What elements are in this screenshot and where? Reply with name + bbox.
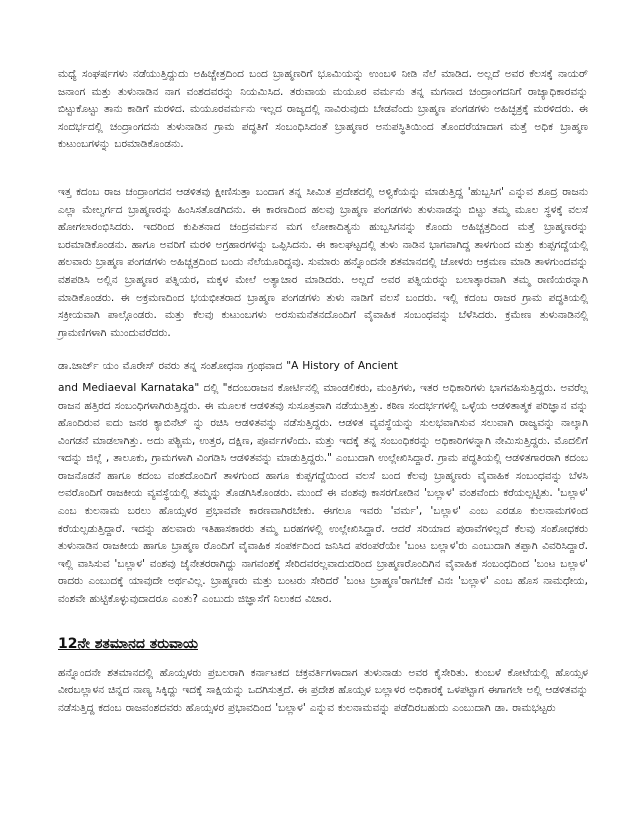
paragraph-2: ಇತ್ತ ಕದಂಬ ರಾಜ ಚಂದ್ರಾಂಗದನ ಆಡಳಿತವು ಕ್ಷೀಣಿಸುತ್ತಾ ಬಂದಾಗ ತನ್ನ ಸೀಮಿತ ಪ್ರದೇಶದಲ್ಲಿ ಅಳ್ವಿಕೆಯನ್ನು ಮಾಡುತ್ತಿದ್ದ 'ಹುಬ್ಬಸಿಗ' ಎನ್ನುವ ಶೂದ್ರ ರಾಜನು ಎಲ್ಲಾ ಮೇಲ್ವರ್ಗದ ಬ್ರಾಹ್ಮಣರನ್ನು ಹಿಂಸಿಸತೊಡಗಿದನು. ಈ ಕಾರಣದಿಂದ ಹಲವು ಬ್ರಾಹ್ಮಣ ಪಂಗಡಗಳು ತುಳುನಾಡನ್ನು ಬಿಟ್ಟು ತಮ್ಮ ಮೂಲ ಸ್ಥಳಕ್ಕೆ ವಲಸೆ ಹೋಗಲಾರಂಭಿಸಿದರು. ಇದರಿಂದ ಕುಪಿತನಾದ ಚಂದ್ರವರ್ಮನ ಮಗ ಲೋಕಾದಿತ್ಯನು ಹುಬ್ಬಸಿಗನನ್ನು ಕೊಂದು ಅಹಿಚ್ಚತ್ರದಿಂದ ಮತ್ತೆ ಬ್ರಾಹ್ಮಣರನ್ನು ಬರಮಾಡಿಕೊಂಡನು. ಹಾಗೂ ಅವರಿಗೆ ಮರಳಿ ಅಗ್ರಹಾರಗಳನ್ನು ಒಪ್ಪಿಸಿದನು. ಈ ಕಾಲಘಟ್ಟದಲ್ಲಿ ತುಳು ನಾಡಿನ ಭಾಗವಾಗಿದ್ದ ತಾಳಗುಂದ ಮತ್ತು ಕುಪ್ಪಗದ್ದೆಯಲ್ಲಿ ಹಲವಾರು ಬ್ರಾಹ್ಮಣ ಪಂಗಡಗಳು ಅಹಿಚ್ಚತ್ರದಿಂದ ಬಂದು ನೆಲೆಯೂರಿದ್ದವು. ಸುಮಾರು ಹನ್ನೊಂದನೇ ಶತಮಾನದಲ್ಲಿ ಚೋಳರು ಆಕ್ರಮಣ ಮಾಡಿ ತಾಳಗುಂದವನ್ನು ವಶಪಡಿಸಿ ಅಲ್ಲಿನ ಬ್ರಾಹ್ಮಣರ ಪತ್ನಿಯರ, ಮಕ್ಕಳ ಮೇಲೆ ಅತ್ಯಾಚಾರ ಮಾಡಿದರು. ಅಲ್ಲದೆ ಅವರ ಪತ್ನಿಯರನ್ನು ಬಲಾತ್ಕಾರವಾಗಿ ತಮ್ಮ ರಾಣಿಯರನ್ನಾಗಿ ಮಾಡಿಕೊಂಡರು. ಈ ಅಕ್ರಮಣದಿಂದ ಭಯಭೀತರಾದ ಬ್ರಾಹ್ಮಣ ಪಂಗಡಗಳು ತುಳು ನಾಡಿಗೆ ವಲಸೆ ಬಂದರು. ಇಲ್ಲಿ ಕದಂಬ ರಾಜರ ಗ್ರಾಮ ಪದ್ಧತಿಯಲ್ಲಿ ಸಕ್ರೀಯವಾಗಿ ಪಾಲ್ಗೊಂಡರು. ಮತ್ತು ಕೆಲವು ಕುಟುಂಬಗಳು ಅರಸುಮನೆತನದೊಂದಿಗೆ ವೈವಾಹಿಕ ಸಂಬಂಧವನ್ನು ಬೆಳೆಸಿದರು. ಕ್ರಮೇಣ ತುಳುನಾಡಿನಲ್ಲಿ ಗ್ರಾಮಣಿಗಳಾಗಿ ಮುಂದುವರೆದರು.	[58, 185, 588, 339]
paragraph-3-body: and Mediaeval Karnataka" ದಲ್ಲಿ "ಕದಂಬರಾಜನ ಕೋರ್ಟಿನಲ್ಲಿ ಮಾಂಡಲಿಕರು, ಮಂತ್ರಿಗಳು, ಇತರ ಅಧಿಕಾರಿಗಳು ಭಾಗವಹಿಸುತ್ತಿದ್ದರು. ಅವರೆಲ್ಲ ರಾಜನ ಹತ್ತಿರದ ಸಂಬಂಧಿಗಳಾಗಿರುತ್ತಿದ್ದರು. ಈ ಮೂಲಕ ಆಡಳಿತವು ಸುಸೂತ್ರವಾಗಿ ನಡೆಯುತ್ತಿತ್ತು. ಕಠಿಣ ಸಂದರ್ಭಗಳಲ್ಲಿ ಒಳ್ಳೆಯ ಆಡಳಿತಾತ್ಮಕ ಪರಿಜ್ಞಾನ ವನ್ನು ಹೊಂದಿರುವ ಐದು ಜನರ ಕ್ಯಾಬಿನೆಟ್ ನ್ನು ರಚಿಸಿ ಆಡಳಿತವನ್ನು ನಡೆಸುತ್ತಿದ್ದರು. ಆಡಳಿತ ವ್ಯವಸ್ಥೆಯನ್ನು ಸುಲಭವಾಗಿಸುವ ಸಲುವಾಗಿ ರಾಜ್ಯವನ್ನು ನಾಲ್ಕಾಗಿ ವಿಂಗಡನೆ ಮಾಡಲಾಗಿತ್ತು. ಅದು ಪಶ್ಚಿಮ, ಉತ್ತರ, ದಕ್ಷಿಣ, ಪೂರ್ವಗಳೆಂದು. ಮತ್ತು ಇದಕ್ಕೆ ತನ್ನ ಸಂಬಂಧಿಕರನ್ನು ಅಧಿಕಾರಿಗಳನ್ನಾಗಿ ನೇಮಿಸುತ್ತಿದ್ದರು. ಮೊದಲಿಗೆ ಇದನ್ನು ಜಿಲ್ಲೆ , ತಾಲೂಕು, ಗ್ರಾಮಗಳಾಗಿ ವಿಂಗಡಿಸಿ ಆಡಳಿತವನ್ನು ಮಾಡುತ್ತಿದ್ದರು." ಎಂಬುದಾಗಿ ಉಲ್ಲೇಖಿಸಿದ್ದಾರೆ. ಗ್ರಾಮ ಪದ್ಧತಿಯಲ್ಲಿ ಆಡಳಿತಗಾರರಾಗಿ ಕದಂಬ ರಾಜನೊಡನೆ ಹಾಗೂ ಕದಂಬ ವಂಶದೊಂದಿಗೆ ತಾಳಗುಂದ ಹಾಗೂ ಕುಪ್ಪಗದ್ದೆಯಿಂದ ವಲಸೆ ಬಂದ ಕೆಲವು ಬ್ರಾಹ್ಮಣರು ವೈವಾಹಿಕ ಸಂಬಂಧವನ್ನು ಬೆಳಸಿ ಅವರೊಂದಿಗೆ ರಾಜಕೀಯ ವ್ಯವಸ್ಥೆಯಲ್ಲಿ ತಮ್ಮನ್ನು ತೊಡಗಿಸಿಕೊಂಡರು. ಮುಂದೆ ಈ ವಂಶವು ಕಾಸರಗೋಡಿನ 'ಬಲ್ಲಾಳ' ವಂಶವೆಂದು ಕರೆಯಲ್ಪಟ್ಟಿತು. 'ಬಲ್ಲಾಳ' ಎಂಬ ಕುಲನಾಮ ಬರಲು ಹೊಯ್ಸಳರ ಪ್ರಭಾವವೇ ಕಾರಣವಾಗಿರಬೇಕು. ಈಗಲೂ ಇವರು 'ವರ್ಮ', 'ಬಲ್ಲಾಳ' ಎಂಬ ಎರಡೂ ಕುಲನಾಮಗಳಿಂದ ಕರೆಯಲ್ಪಡುತ್ತಿದ್ದಾರೆ. ಇದನ್ನು ಹಲವಾರು ಇತಿಹಾಸಕಾರರು ತಮ್ಮ ಬರಹಗಳಲ್ಲಿ ಉಲ್ಲೇಖಿಸಿದ್ದಾರೆ. ಆದರೆ ಸರಿಯಾದ ಪುರಾವೆಗಳಿಲ್ಲದೆ ಕೆಲವು ಸಂಶೋಧಕರು ತುಳುನಾಡಿನ ರಾಜಕೀಯ ಹಾಗೂ ಬ್ರಾಹ್ಮಣ ರೊಂದಿಗೆ ವೈವಾಹಿಕ ಸಂಪರ್ಕದಿಂದ ಜನಿಸಿದ ಪರಂಪರೆಯೇ 'ಬಂಟ ಬಲ್ಲಾಳ'ರು ಎಂಬುದಾಗಿ ತಪ್ಪಾಗಿ ವಿವರಿಸಿದ್ದಾರೆ. ಇಲ್ಲಿ ವಾಸಿಸುವ 'ಬಲ್ಲಾಳ' ವಂಶವು ಜೈನೇತರರಾಗಿದ್ದು ನಾಗವಂಶಕ್ಕೆ ಸೇರಿದವರಲ್ಲವಾದುದರಿಂದ ಬ್ರಾಹ್ಮಣರೊಂದಿಗಿನ ವೈವಾಹಿಕ ಸಂಬಂಧದಿಂದ 'ಬಂಟ ಬಲ್ಲಾಳ' ರಾದರು ಎಂಬುದಕ್ಕೆ ಯಾವುದೇ ಅರ್ಥವಿಲ್ಲ. ಬ್ರಾಹ್ಮಣರು ಮತ್ತು ಬಂಟರು ಸೇರಿದರೆ 'ಬಂಟ ಬ್ರಾಹ್ಮಣ'ರಾಗಬೇಕೆ ವಿನಃ 'ಬಲ್ಲಾಳ' ಎಂಬ ಹೊಸ ನಾಮಧೇಯ, ವಂಶವೇ ಹುಟ್ಟಿಕೊಳ್ಳುವುದಾದರೂ ಎಂತು? ಎಂಬುದು ಜಿಜ್ಞಾಸೆಗೆ ನಿಲುಕದ ವಿಚಾರ.	[58, 381, 588, 606]
paragraph-1: ಮಧ್ಯೆ ಸಂಘರ್ಷಗಳು ನಡೆಯುತ್ತಿದ್ದುದು ಅಹಿಚ್ಚೇತ್ರದಿಂದ ಬಂದ ಬ್ರಾಹ್ಮಣರಿಗೆ ಭೂಮಿಯನ್ನು ಉಂಬಳಿ ನೀಡಿ ನೆಲೆ ಮಾಡಿದ. ಅಲ್ಲದೆ ಅವರ ಕೆಲಸಕ್ಕೆ ನಾಯರ್ ಜನಾಂಗ ಮತ್ತು ತುಳುನಾಡಿನ ನಾಗ ವಂಶದವರನ್ನು ನಿಯಮಿಸಿದ. ತರುವಾಯ ಮಯೂರ ವರ್ಮನು ತನ್ನ ಮಗನಾದ ಚಂದ್ರಾಂಗದನಿಗೆ ರಾಜ್ಯಾಧಿಕಾರವನ್ನು ಬಿಟ್ಟುಕೊಟ್ಟು ತಾನು ಕಾಡಿಗೆ ಮರಳಿದ. ಮಯೂರವರ್ಮನು ಇಲ್ಲದ ರಾಜ್ಯದಲ್ಲಿ ನಾವಿರುವುದು ಬೇಡವೆಂದು ಬ್ರಾಹ್ಮಣ ಪಂಗಡಗಳು ಅಹಿಚ್ಛತ್ರಕ್ಕೆ ಮರಳಿದರು. ಈ ಸಂದರ್ಭದಲ್ಲಿ ಚಂದ್ರಾಂಗದನು ತುಳುನಾಡಿನ ಗ್ರಾಮ ಪದ್ಧತಿಗೆ ಸಂಬಂಧಿಸಿದಂತೆ ಬ್ರಾಹ್ಮಣರ ಅನುಪಸ್ಥಿತಿಯಿಂದ ತೊಂದರೆಯಾದಾಗ ಮತ್ತೆ ಅಧಿಕ ಬ್ರಾಹ್ಮಣ ಕುಟುಂಬಗಳನ್ನು ಬರಮಾಡಿಕೊಂಡನು.	[58, 68, 588, 151]
section-heading: 12ನೇ ಶತಮಾನದ ತರುವಾಯ	[58, 635, 198, 652]
paragraph-3-intro: ಡಾ.ಜಾರ್ಜ್ ಯಂ ಮೊರೇಸ್ ರವರು ತನ್ನ ಸಂಶೋಧನಾ ಗ್ರಂಥವಾದ "A History of Ancient	[58, 360, 398, 373]
section-paragraph: ಹನ್ನೊಂದನೇ ಶತಮಾನದಲ್ಲಿ ಹೊಯ್ಸಳರು ಪ್ರಬಲರಾಗಿ ಕರ್ನಾಟಕದ ಚಕ್ರವರ್ತಿಗಳಾದಾಗ ತುಳುನಾಡು ಅವರ ಕೈಸೇರಿತು. ಕುಂಬಳೆ ಕೋಟೆಯಲ್ಲಿ ಹೊಯ್ಸಳ ವೀರಬಲ್ಲಾಳನ ಚಿನ್ನದ ನಾಣ್ಯ ಸಿಕ್ಕಿದ್ದು ಇದಕ್ಕೆ ಸಾಕ್ಷಿಯನ್ನು ಒದಗಿಸುತ್ತದೆ. ಈ ಪ್ರದೇಶ ಹೊಯ್ಸಳ ಬಲ್ಲಾಳರ ಅಧಿಕಾರಕ್ಕೆ ಒಳಪಟ್ಟಾಗ ಈಗಾಗಲೇ ಅಲ್ಲಿ ಆಡಳಿತವನ್ನು ನಡೆಸುತ್ತಿದ್ದ ಕದಂಬ ರಾಜವಂಶದವರು ಹೊಯ್ಸಳರ ಪ್ರಭಾವದಿಂದ 'ಬಲ್ಲಾಳ' ಎನ್ನುವ ಕುಲನಾಮವನ್ನು ಪಡೆದಿರಬಹುದು ಎಂಬುದಾಗಿ ಡಾ. ರಾಮಭಟ್ಟರು	[58, 666, 588, 714]
